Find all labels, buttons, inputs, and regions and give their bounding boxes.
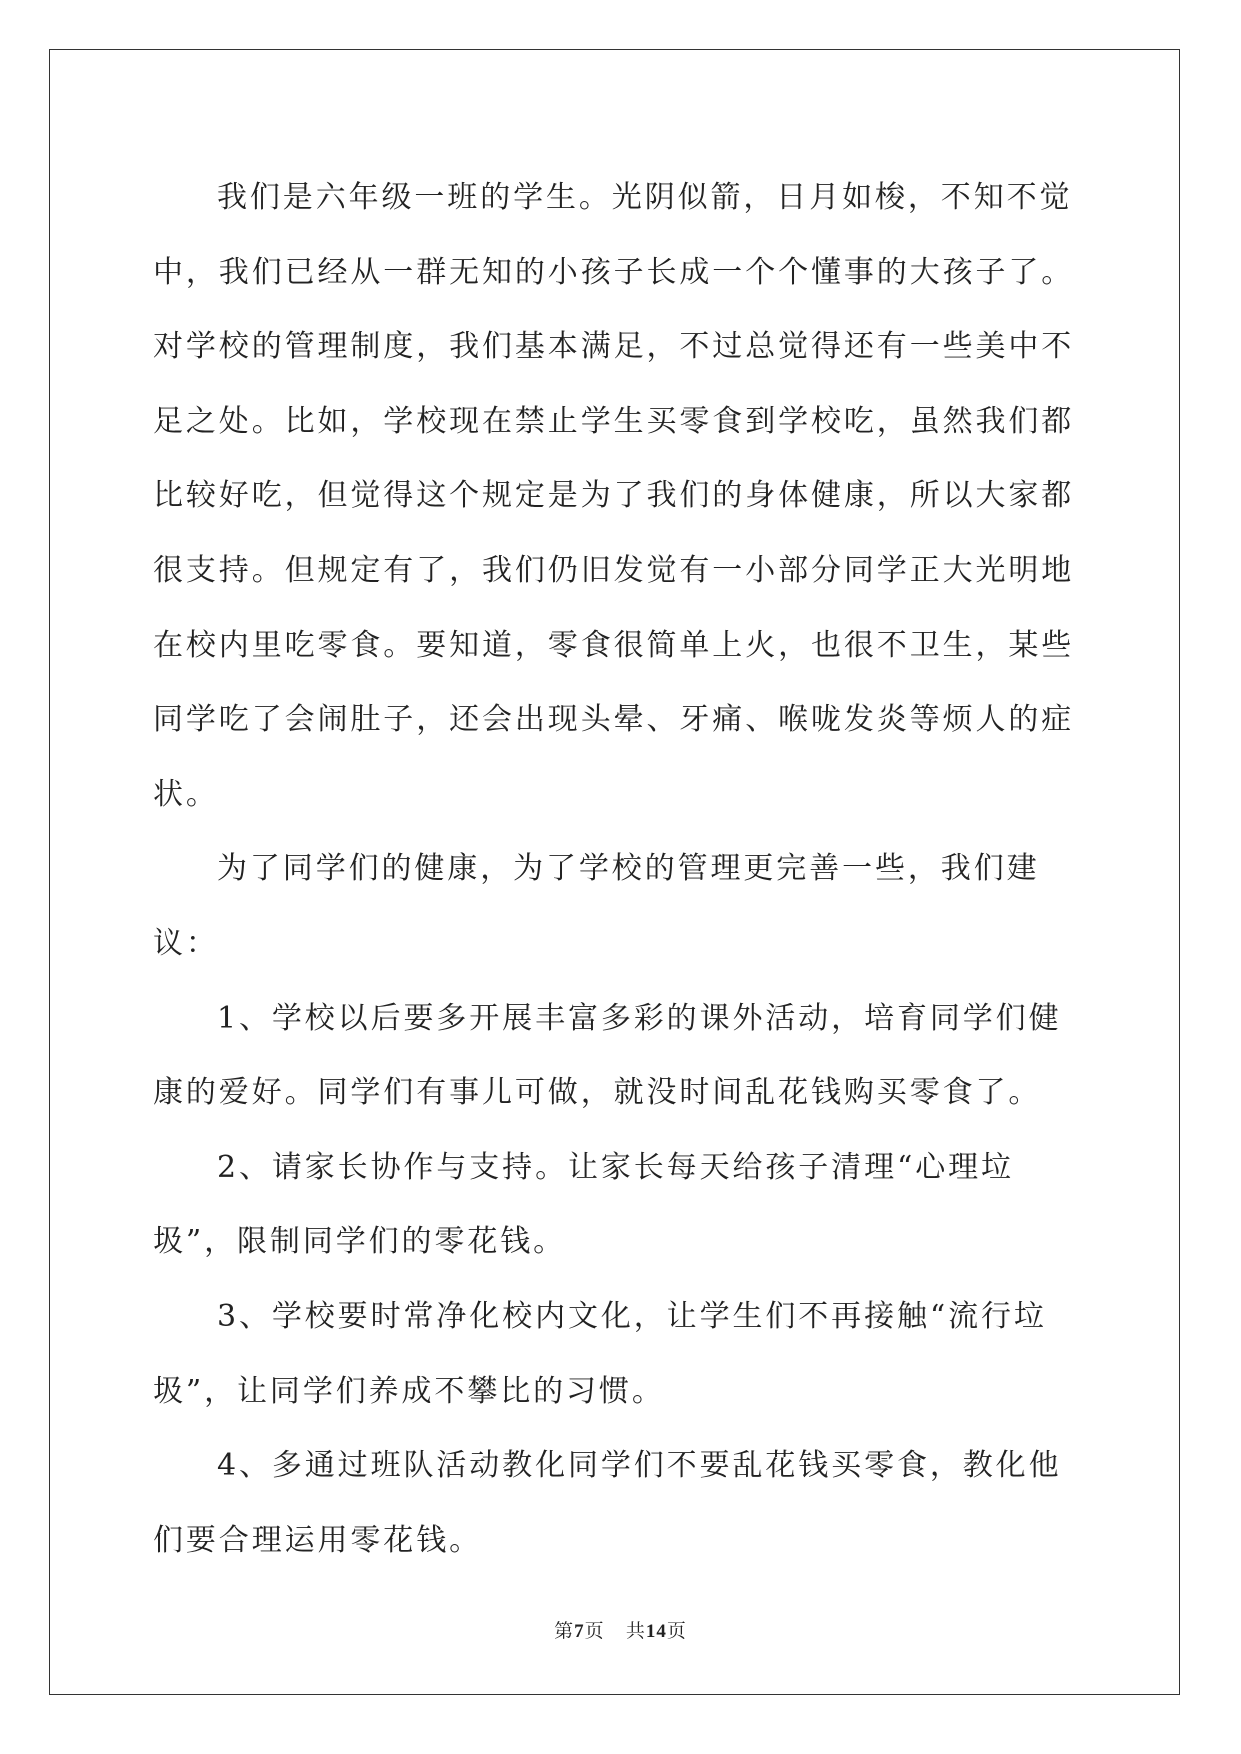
footer-page-prefix: 第 — [554, 1620, 575, 1642]
document-body — [153, 161, 1090, 1578]
paragraph-suggestion-4: 4、多通过班队活动教化同学们不要乱花钱买零食，教化他们要合理运用零花钱。 — [153, 1448, 1062, 1558]
footer-total-pages: 14 — [645, 1621, 667, 1642]
footer-total-prefix: 共 — [625, 1620, 646, 1642]
paragraph-suggestion-3: 3、学校要时常净化校内文化，让学生们不再接触“流行垃圾”，让同学们养成不攀比的习惯。 — [153, 1298, 1047, 1409]
footer-total-label: 页 — [666, 1620, 687, 1642]
footer-page-label: 页 — [584, 1620, 605, 1642]
paragraph-intro: 我们是六年级一班的学生。光阴似箭，日月如梭，不知不觉中，我们已经从一群无知的小孩子长成一个个懂事的大孩子了。对学校的管理制度，我们基本满足，不过总觉得还有一些美中不足之处。比如，学校现在禁止学生买零食到学校吃，虽然我们都比较好吃，但觉得这个规定是为了我们的身体健康，所以大家都很支持。但规定有了，我们仍旧发觉有一小部分同学正大光明地在校内里吃零食。要知道，零食很简单上火，也很不卫生，某些同学吃了会闹肚子，还会出现头晕、牙痛、喉咙发炎等烦人的症状。 — [153, 180, 1075, 812]
paragraph-suggestion-2: 2、请家长协作与支持。让家长每天给孩子清理“心理垃圾”，限制同学们的零花钱。 — [153, 1149, 1014, 1260]
footer-page-number: 7 — [574, 1621, 585, 1642]
page-footer — [0, 1616, 1241, 1643]
paragraph-suggestion-1: 1、学校以后要多开展丰富多彩的课外活动，培育同学们健康的爱好。同学们有事儿可做，就没时间乱花钱购买零食了。 — [153, 1000, 1062, 1111]
paragraph-suggestion-lead: 为了同学们的健康，为了学校的管理更完善一些，我们建议： — [153, 851, 1040, 961]
